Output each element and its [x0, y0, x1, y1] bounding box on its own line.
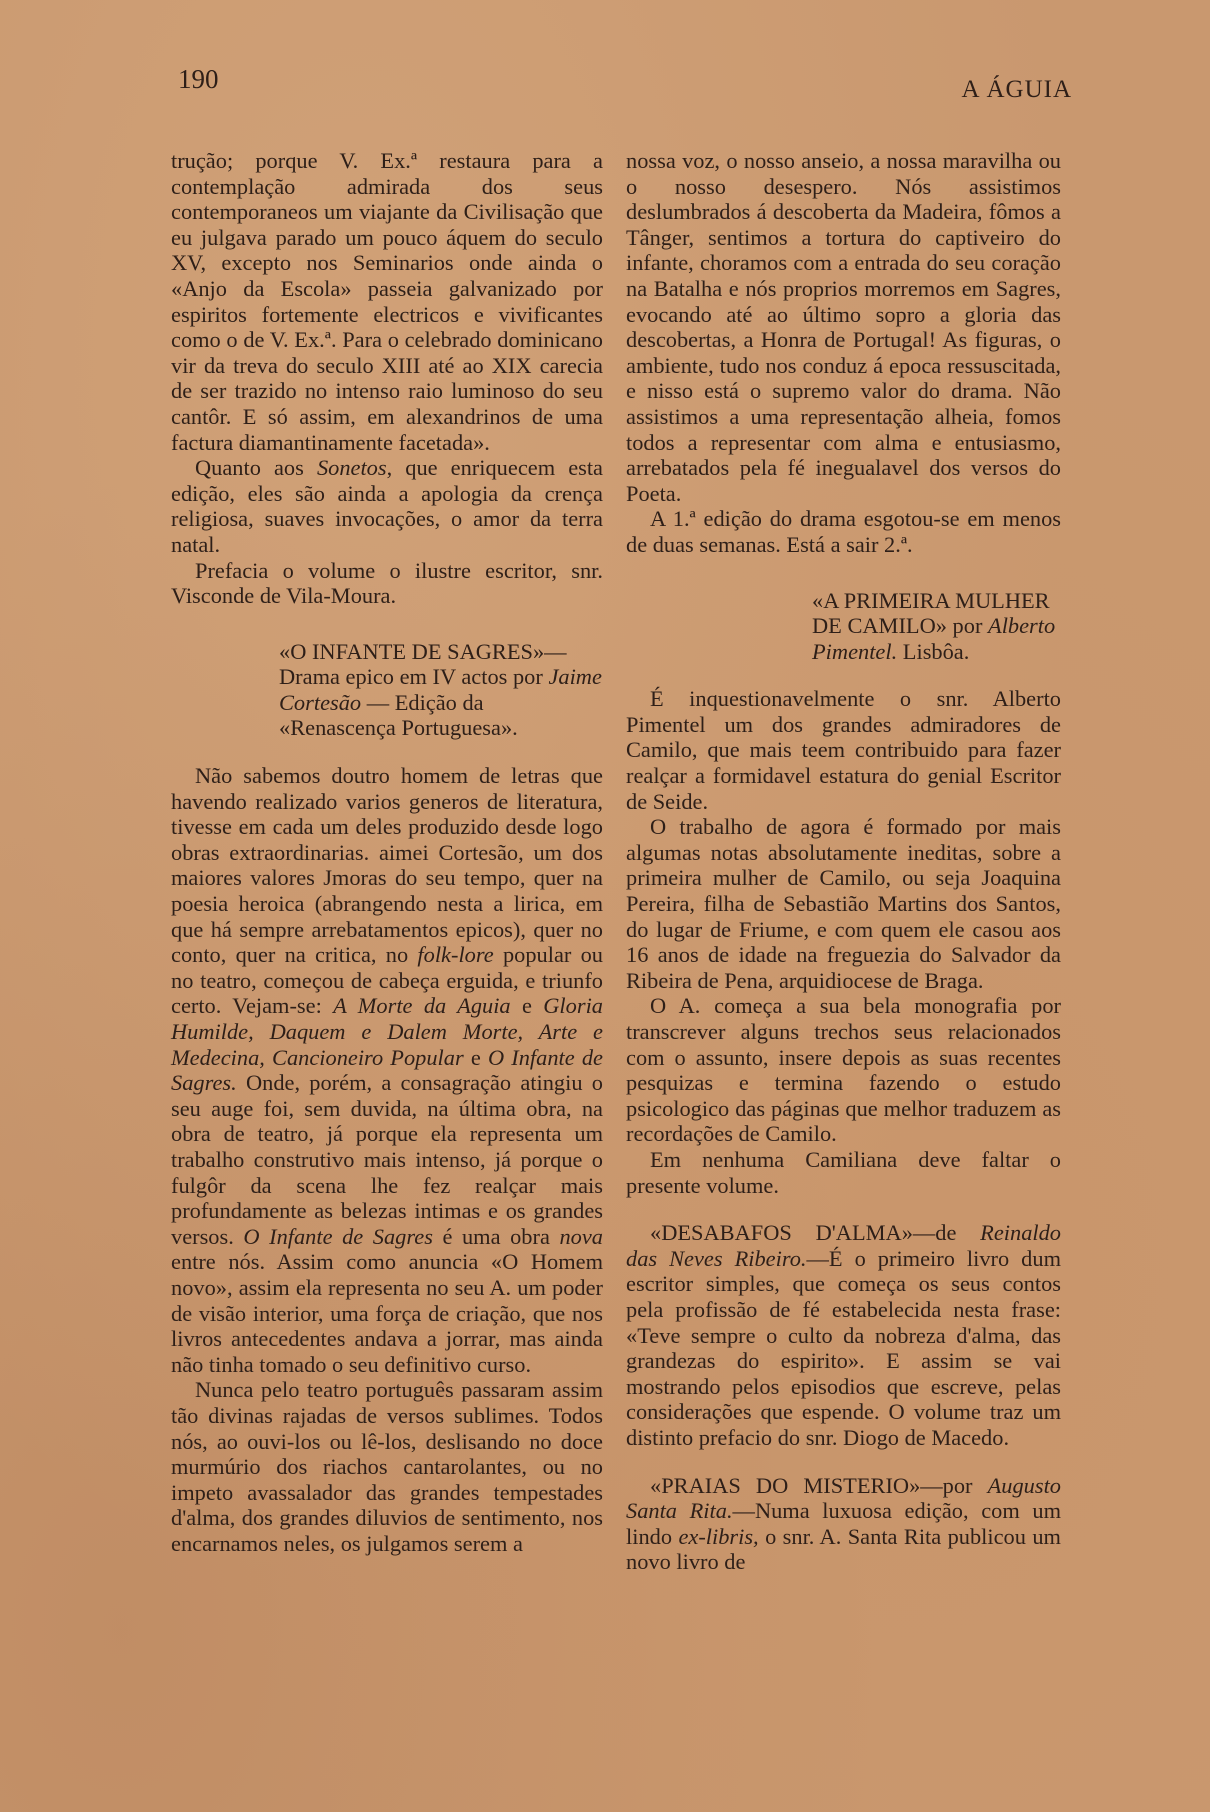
paragraph: Em nenhuma Camiliana deve faltar o presente volume.: [626, 1146, 1061, 1198]
text: Onde, porém, a consagração atingiu o seu auge foi, sem duvida, na última obra, na obra de teatro, já porque ela representa um trabalho construtivo mais intenso, já porque o fulgôr da scena lhe fez realçar mais profundamente as belezas intimas e os grandes versos.: [171, 1070, 603, 1249]
text: Augusto Santa Rita.: [626, 1472, 1061, 1524]
text: Não sabemos doutro homem de letras que havendo realizado varios generos de literatura, tivesse em cada um deles produzido desde logo obras extraordinarias. aimei Cortesão, um dos maiores valores Jmoras do seu tempo, quer na poesia heroica (abrangendo nesta a lirica, em que há sempre arrebatamentos epicos), quer no conto, quer na critica, no: [171, 763, 603, 968]
text: folk-lore: [417, 942, 494, 968]
text: ex-libris,: [678, 1523, 759, 1549]
text: «A PRIMEIRA MULHER DE CAMILO» por: [812, 587, 1050, 639]
text: e: [470, 1044, 481, 1070]
spacer: [171, 609, 603, 639]
text: O Infante de Sagres.: [171, 1044, 603, 1096]
text: e: [521, 993, 532, 1019]
paragraph: O trabalho de agora é formado por mais algumas notas absolutamente ineditas, sobre a primeira mulher de Camilo, ou seja Joaquina Pereira, filha de Sebastião Martins dos Santos, do lugar de Friume, e com quem ele casou aos 16 anos de idade na freguezia do Salvador da Ribeira de Pena, arquidiocese de Braga.: [626, 814, 1061, 993]
paragraph: A 1.ª edição do drama esgotou-se em menos de duas semanas. Está a sair 2.ª.: [626, 506, 1061, 557]
review-praias-do-misterio: [626, 1473, 1061, 1575]
text: Gloria Humilde, Daquem e Dalem Morte, Arte e Medecina, Cancioneiro Popular: [171, 993, 603, 1070]
text: «O INFANTE DE SAGRES»— Drama epico em IV actos por: [279, 638, 567, 690]
text: o snr. A. Santa Rita publicou um novo livro de: [626, 1523, 1061, 1575]
text: «DESABAFOS D'ALMA»—de: [650, 1220, 957, 1246]
spacer: [626, 1198, 1061, 1220]
text: O Infante de Sagres: [243, 1223, 433, 1249]
paragraph: trução; porque V. Ex.ª restaura para a contemplação admirada dos seus contemporaneos um viajante da Civilisação que eu julgava parado um pouco áquem do seculo XV, excepto nos Seminarios onde ainda o «Anjo da Escola» passeia galvanizado por espiritos fortemente electricos e vivificantes como o de V. Ex.ª. Para o celebrado dominicano vir da treva do seculo XIII até ao XIX carecia de ser trazido no intenso raio luminoso do seu cantôr. E só assim, em alexandrinos de uma factura diamantinamente facetada».: [171, 148, 603, 455]
text: A Morte da Aguia: [333, 993, 511, 1019]
paragraph: nossa voz, o nosso anseio, a nossa maravilha ou o nosso desespero. Nós assistimos deslumbrados á descoberta da Madeira, fômos a Tânger, sentimos a tortura do captiveiro do infante, choramos com a entrada do seu coração na Batalha e nós proprios morremos em Sagres, evocando até ao último sopro a gloria das descobertas, a Honra de Portugal! As figuras, o ambiente, tudo nos conduz á epoca ressuscitada, e nisso está o supremo valor do drama. Não assistimos a uma representação alheia, fomos todos a representar com alma e entusiasmo, arrebatados pela fé inegualavel dos versos do Poeta.: [626, 148, 1061, 506]
page-header: [0, 64, 1210, 104]
text: Alberto Pimentel.: [812, 613, 1056, 664]
text: —É o primeiro livro dum escritor simples, que começa os seus contos pela profissão de fé estabelecida nesta frase: «Teve sempre o culto da nobreza d'alma, das grandezas do espirito». E assim se vai mostrando pelos episodios que escreve, pelas considerações que espende. O volume traz um distinto prefacio do snr. Diogo de Macedo.: [626, 1245, 1061, 1450]
paragraph: [171, 455, 603, 557]
spacer: [626, 1451, 1061, 1473]
paragraph: Prefacia o volume o ilustre escritor, snr. Visconde de Vila-Moura.: [171, 557, 603, 609]
right-column: [626, 148, 1061, 1575]
running-head: A ÁGUIA: [961, 76, 1072, 103]
paragraph: É inquestionavelmente o snr. Alberto Pimentel um dos grandes admiradores de Camilo, que mais teem contribuido para fazer realçar a formidavel estatura do genial Escritor de Seide.: [626, 686, 1061, 814]
review-heading-infante-de-sagres: [171, 639, 603, 741]
text: «PRAIAS DO MISTERIO»—por: [650, 1472, 973, 1498]
spacer: [171, 741, 603, 763]
text: —Numa luxuosa edição, com um lindo: [626, 1498, 1061, 1549]
paragraph: Nunca pelo teatro português passaram assim tão divinas rajadas de versos sublimes. Todos nós, ao ouvi-los ou lê-los, deslisando no doce murmúrio dos riachos cantarolantes, ou no impeto avassalador das grandes tempestades d'alma, dos grandes diluvios de sentimento, nos encarnamos neles, os julgamos serem a: [171, 1377, 603, 1556]
paragraph: [171, 763, 603, 1377]
review-desabafos-dalma: [626, 1220, 1061, 1450]
text: entre nós. Assim como anuncia «O Homem novo», assim ela representa no seu A. um poder de visão interior, uma força de criação, que nos livros antecedentes andava a jorrar, mas ainda não tinha tomado o seu definitivo curso.: [171, 1249, 603, 1377]
text: , que enriquecem esta edição, eles são ainda a apologia da crença religiosa, suaves invocações, o amor da terra natal.: [171, 455, 603, 557]
text: popular ou no teatro, começou de cabeça erguida, e triunfo certo. Vejam-se:: [171, 942, 603, 1019]
left-column: [171, 148, 603, 1556]
text: é uma obra: [442, 1223, 550, 1249]
text: nova: [559, 1223, 603, 1249]
text: Reinaldo das Neves Ribeiro.: [626, 1220, 1061, 1271]
review-heading-primeira-mulher-de-camilo: [626, 588, 1061, 665]
paragraph: O A. começa a sua bela monografia por transcrever alguns trechos seus relacionados com o assunto, insere depois as suas recentes pesquizas e termina fazendo o estudo psicologico das páginas que melhor traduzem as recordações de Camilo.: [626, 993, 1061, 1147]
text: Sonetos: [316, 455, 387, 481]
text: Quanto aos: [195, 455, 304, 481]
spacer: [626, 664, 1061, 686]
text: Lisbôa.: [902, 638, 970, 664]
spacer: [626, 558, 1061, 588]
text: Jaime Cortesão: [279, 664, 602, 715]
page-number: 190: [178, 64, 219, 94]
text: — Edição da «Renascença Portuguesa».: [279, 689, 518, 741]
